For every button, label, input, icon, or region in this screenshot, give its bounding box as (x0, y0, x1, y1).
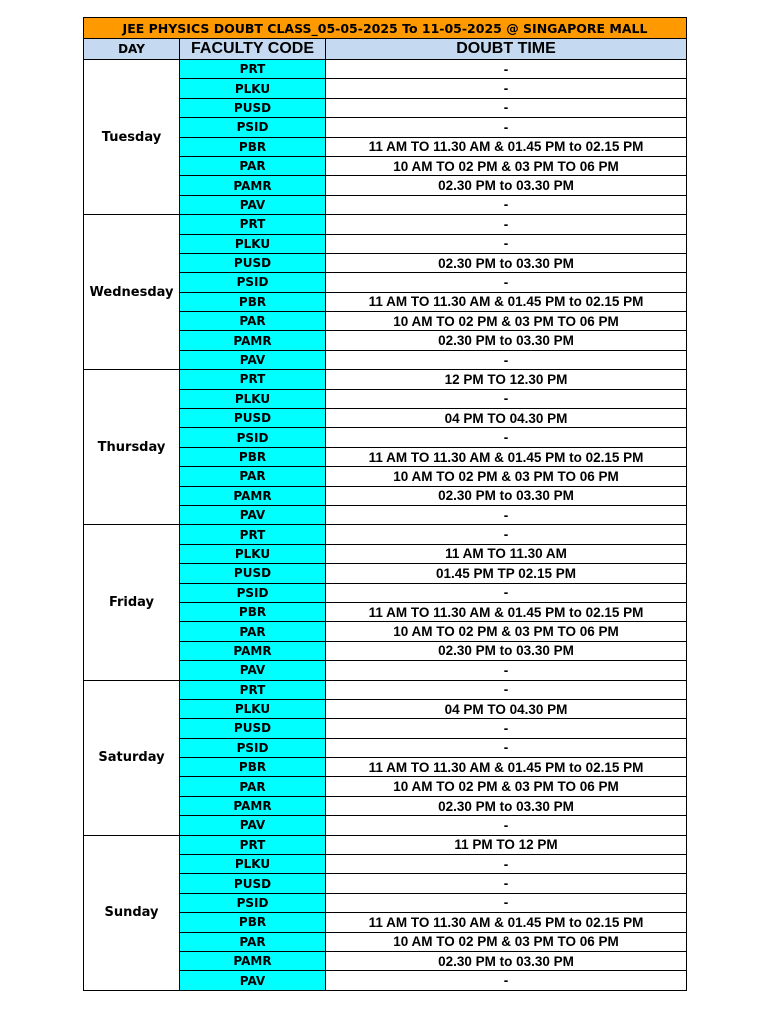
doubt-time-cell: 10 AM TO 02 PM & 03 PM TO 06 PM (326, 156, 687, 175)
table-row (84, 370, 687, 389)
faculty-code-cell: PSID (180, 583, 326, 602)
faculty-code-cell: PSID (180, 893, 326, 912)
day-cell: Wednesday (84, 215, 180, 370)
faculty-code-cell: PSID (180, 273, 326, 292)
faculty-code-cell: PLKU (180, 544, 326, 563)
faculty-code-cell: PUSD (180, 98, 326, 117)
faculty-code-cell: PSID (180, 118, 326, 137)
doubt-time-cell: 02.30 PM to 03.30 PM (326, 486, 687, 505)
day-cell: Thursday (84, 370, 180, 525)
faculty-code-cell: PLKU (180, 389, 326, 408)
doubt-time-cell: - (326, 389, 687, 408)
faculty-code-cell: PBR (180, 602, 326, 621)
faculty-code-cell: PUSD (180, 253, 326, 272)
doubt-time-cell: - (326, 719, 687, 738)
faculty-code-cell: PAR (180, 156, 326, 175)
doubt-time-cell: - (326, 79, 687, 98)
doubt-time-cell: 11 AM TO 11.30 AM & 01.45 PM to 02.15 PM (326, 602, 687, 621)
doubt-time-cell: - (326, 505, 687, 524)
faculty-code-column-header: FACULTY CODE (180, 39, 326, 60)
day-cell: Sunday (84, 835, 180, 990)
faculty-code-cell: PAR (180, 932, 326, 951)
faculty-code-cell: PAR (180, 467, 326, 486)
faculty-code-cell: PLKU (180, 855, 326, 874)
doubt-time-cell: 10 AM TO 02 PM & 03 PM TO 06 PM (326, 932, 687, 951)
faculty-code-cell: PAMR (180, 951, 326, 970)
table-row (84, 215, 687, 234)
faculty-code-cell: PUSD (180, 874, 326, 893)
faculty-code-cell: PAMR (180, 486, 326, 505)
doubt-time-cell: - (326, 273, 687, 292)
faculty-code-cell: PSID (180, 428, 326, 447)
doubt-time-cell: - (326, 98, 687, 117)
doubt-time-cell: - (326, 855, 687, 874)
doubt-time-cell: - (326, 816, 687, 835)
doubt-time-cell: - (326, 874, 687, 893)
title-row (84, 18, 687, 39)
faculty-code-cell: PAR (180, 777, 326, 796)
doubt-time-cell: 02.30 PM to 03.30 PM (326, 641, 687, 660)
doubt-time-cell: 10 AM TO 02 PM & 03 PM TO 06 PM (326, 312, 687, 331)
doubt-time-cell: 04 PM TO 04.30 PM (326, 409, 687, 428)
schedule-title: JEE PHYSICS DOUBT CLASS_05-05-2025 To 11-05-2025 @ SINGAPORE MALL (84, 18, 687, 39)
faculty-code-cell: PUSD (180, 564, 326, 583)
faculty-code-cell: PBR (180, 292, 326, 311)
faculty-code-cell: PAV (180, 350, 326, 369)
doubt-time-cell: 11 AM TO 11.30 AM & 01.45 PM to 02.15 PM (326, 913, 687, 932)
doubt-time-cell: 11 AM TO 11.30 AM & 01.45 PM to 02.15 PM (326, 758, 687, 777)
faculty-code-cell: PAV (180, 505, 326, 524)
doubt-time-cell: 10 AM TO 02 PM & 03 PM TO 06 PM (326, 622, 687, 641)
doubt-time-cell: 02.30 PM to 03.30 PM (326, 796, 687, 815)
faculty-code-cell: PRT (180, 215, 326, 234)
doubt-time-cell: - (326, 893, 687, 912)
doubt-time-cell: - (326, 583, 687, 602)
doubt-time-cell: - (326, 118, 687, 137)
faculty-code-cell: PRT (180, 680, 326, 699)
faculty-code-cell: PAR (180, 312, 326, 331)
faculty-code-cell: PSID (180, 738, 326, 757)
doubt-time-cell: - (326, 350, 687, 369)
table-row (84, 60, 687, 79)
doubt-time-cell: - (326, 428, 687, 447)
faculty-code-cell: PLKU (180, 234, 326, 253)
faculty-code-cell: PAV (180, 816, 326, 835)
doubt-class-schedule-table (83, 17, 687, 991)
doubt-time-cell: 11 AM TO 11.30 AM & 01.45 PM to 02.15 PM (326, 447, 687, 466)
faculty-code-cell: PBR (180, 447, 326, 466)
doubt-time-cell: 10 AM TO 02 PM & 03 PM TO 06 PM (326, 777, 687, 796)
day-cell: Tuesday (84, 60, 180, 215)
table-row (84, 680, 687, 699)
day-cell: Saturday (84, 680, 180, 835)
faculty-code-cell: PAMR (180, 641, 326, 660)
doubt-time-cell: - (326, 195, 687, 214)
doubt-time-cell: 02.30 PM to 03.30 PM (326, 176, 687, 195)
faculty-code-cell: PLKU (180, 79, 326, 98)
faculty-code-cell: PRT (180, 60, 326, 79)
faculty-code-cell: PBR (180, 758, 326, 777)
faculty-code-cell: PAV (180, 661, 326, 680)
header-row (84, 39, 687, 60)
faculty-code-cell: PUSD (180, 409, 326, 428)
doubt-time-column-header: DOUBT TIME (326, 39, 687, 60)
doubt-time-cell: 11 PM TO 12 PM (326, 835, 687, 854)
doubt-time-cell: 10 AM TO 02 PM & 03 PM TO 06 PM (326, 467, 687, 486)
doubt-time-cell: 12 PM TO 12.30 PM (326, 370, 687, 389)
schedule-body (84, 60, 687, 991)
faculty-code-cell: PAV (180, 971, 326, 990)
faculty-code-cell: PBR (180, 137, 326, 156)
faculty-code-cell: PBR (180, 913, 326, 932)
doubt-time-cell: - (326, 680, 687, 699)
day-cell: Friday (84, 525, 180, 680)
faculty-code-cell: PAV (180, 195, 326, 214)
doubt-time-cell: 02.30 PM to 03.30 PM (326, 253, 687, 272)
doubt-time-cell: - (326, 738, 687, 757)
faculty-code-cell: PAMR (180, 796, 326, 815)
table-row (84, 835, 687, 854)
faculty-code-cell: PAMR (180, 331, 326, 350)
doubt-time-cell: 11 AM TO 11.30 AM & 01.45 PM to 02.15 PM (326, 137, 687, 156)
doubt-time-cell: - (326, 234, 687, 253)
faculty-code-cell: PRT (180, 525, 326, 544)
faculty-code-cell: PLKU (180, 699, 326, 718)
doubt-time-cell: 11 AM TO 11.30 AM & 01.45 PM to 02.15 PM (326, 292, 687, 311)
doubt-time-cell: - (326, 215, 687, 234)
faculty-code-cell: PAMR (180, 176, 326, 195)
faculty-code-cell: PAR (180, 622, 326, 641)
doubt-time-cell: - (326, 971, 687, 990)
doubt-time-cell: 02.30 PM to 03.30 PM (326, 951, 687, 970)
faculty-code-cell: PRT (180, 370, 326, 389)
faculty-code-cell: PUSD (180, 719, 326, 738)
doubt-time-cell: 11 AM TO 11.30 AM (326, 544, 687, 563)
doubt-time-cell: 01.45 PM TP 02.15 PM (326, 564, 687, 583)
table-row (84, 525, 687, 544)
doubt-time-cell: - (326, 60, 687, 79)
doubt-time-cell: - (326, 525, 687, 544)
doubt-time-cell: - (326, 661, 687, 680)
day-column-header: DAY (84, 39, 180, 60)
doubt-time-cell: 04 PM TO 04.30 PM (326, 699, 687, 718)
doubt-time-cell: 02.30 PM to 03.30 PM (326, 331, 687, 350)
faculty-code-cell: PRT (180, 835, 326, 854)
